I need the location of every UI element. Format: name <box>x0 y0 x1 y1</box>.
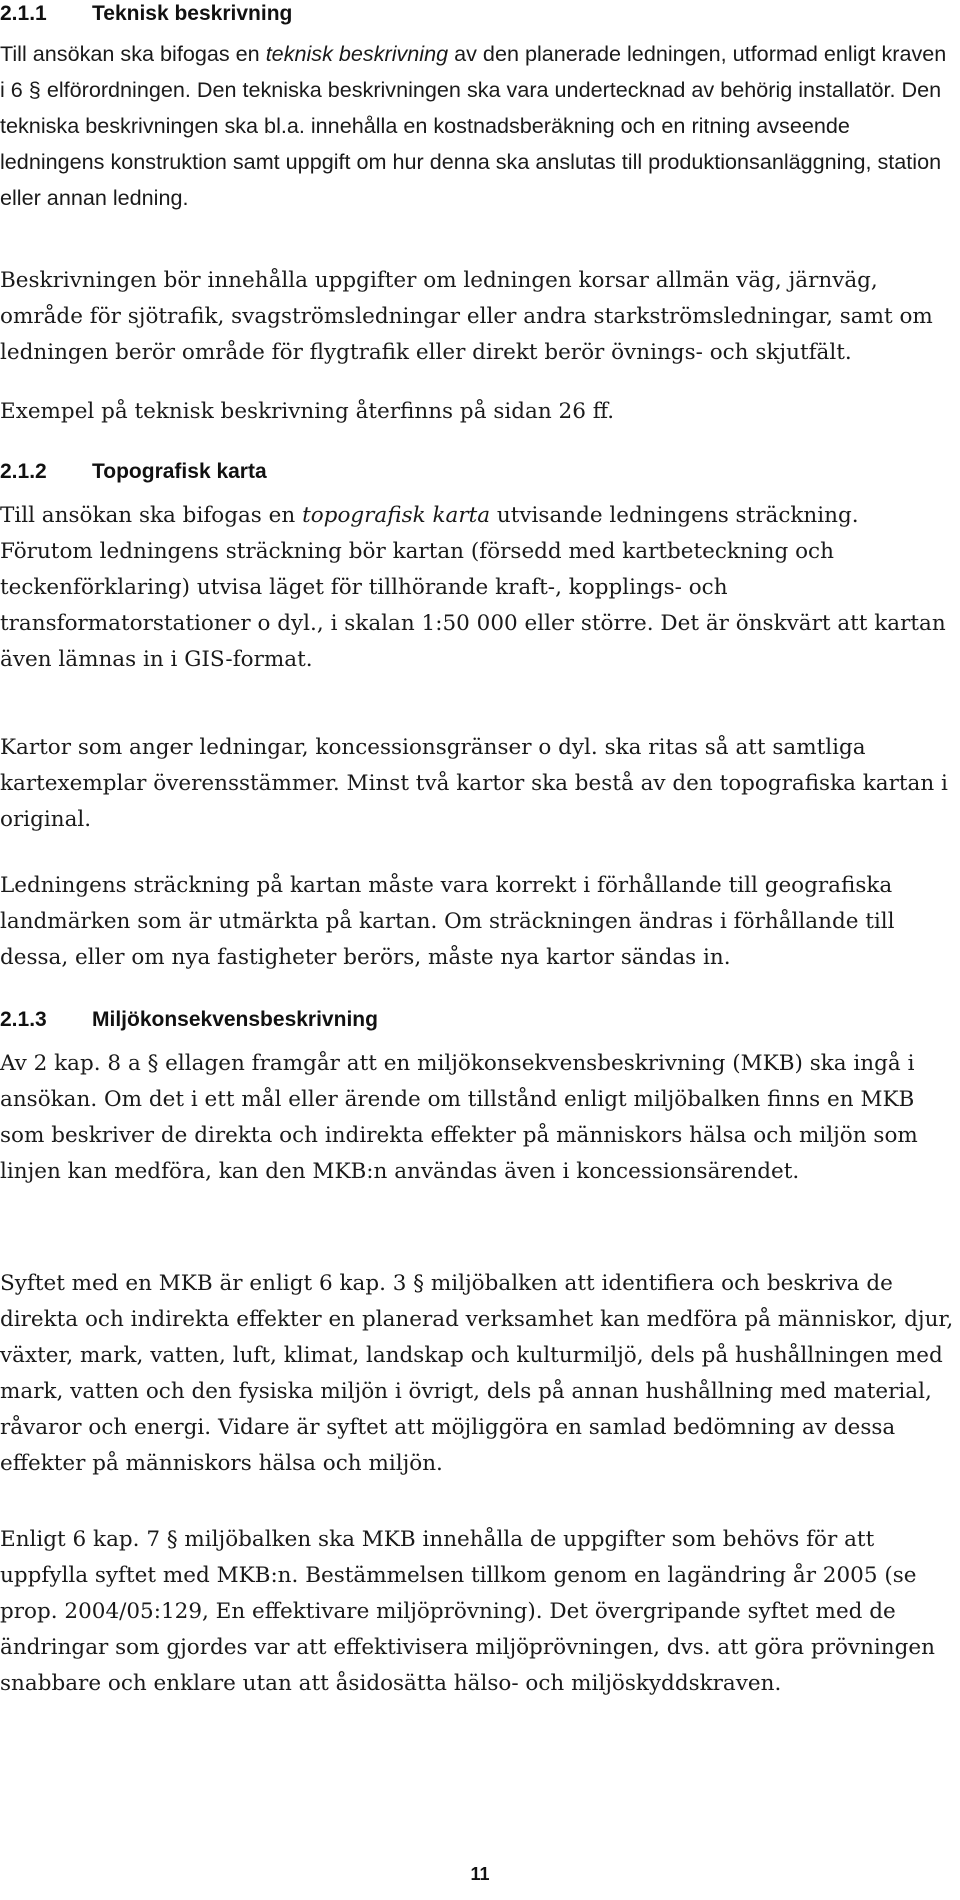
section-number: 2.1.1 <box>0 2 47 25</box>
text-run: av den planerade ledningen, utformad enligt kraven i 6 § elförordningen. Den tekniska beskrivningen ska vara undertecknad av behörig installatör. Den tekniska beskrivningen ska bl.a. innehålla en kostnadsberäkning och en ritning avseende ledningens konstruktion samt uppgift om hur denna ska anslutas till produktionsanläggning, station eller annan ledning. <box>0 41 947 210</box>
section-heading-topographic-map <box>0 460 267 484</box>
section-number: 2.1.2 <box>0 460 47 483</box>
text-run: Till ansökan ska bifogas en <box>0 503 303 528</box>
section-title: Teknisk beskrivning <box>92 2 293 25</box>
section-heading-technical-description <box>0 2 292 26</box>
text-run: Till ansökan ska bifogas en <box>0 41 266 66</box>
emphasized-term: topografisk karta <box>302 503 491 528</box>
paragraph-technical-intro <box>0 36 955 216</box>
paragraph-description-contents: Beskrivningen bör innehålla uppgifter om ledningen korsar allmän väg, järnväg, område för sjötrafik, svagströmsledningar eller andra starkströmsledningar, samt om ledningen berör område för flygtrafik eller direkt berör övnings- och skjutfält. <box>0 268 933 365</box>
paragraph-example-reference: Exempel på teknisk beskrivning återfinns på sidan 26 ff. <box>0 399 615 424</box>
paragraph-mkb-requirement: Av 2 kap. 8 a § ellagen framgår att en miljökonsekvensbeskrivning (MKB) ska ingå i ansökan. Om det i ett mål eller ärende om tillstånd enligt miljöbalken finns en MKB som beskriver de direkta och indirekta effekter på människors hälsa och miljön som linjen kan medföra, kan den MKB:n användas även i koncessionsärendet. <box>0 1051 918 1184</box>
paragraph-map-intro <box>0 498 955 678</box>
paragraph-mkb-contents: Enligt 6 kap. 7 § miljöbalken ska MKB innehålla de uppgifter som behövs för att uppfylla syftet med MKB:n. Bestämmelsen tillkom genom en lagändring år 2005 (se prop. 2004/05:129, En effektivare miljöprövning). Det övergripande syftet med de ändringar som gjordes var att effektivisera miljöprövningen, dvs. att göra prövningen snabbare och enklare utan att åsidosätta hälso- och miljöskyddskraven. <box>0 1527 935 1696</box>
section-title: Miljökonsekvensbeskrivning <box>92 1008 378 1031</box>
text-run: utvisande ledningens sträckning. Förutom ledningens sträckning bör kartan (försedd med kartbeteckning och teckenförklaring) utvisa läget för tillhörande kraft-, kopplings- och transformatorstationer o dyl., i skalan 1:50 000 eller större. Det är önskvärt att kartan även lämnas in i GIS-format. <box>0 503 946 672</box>
page-number: 11 <box>470 1864 490 1884</box>
paragraph-map-copies: Kartor som anger ledningar, koncessionsgränser o dyl. ska ritas så att samtliga kartexemplar överensstämmer. Minst två kartor ska bestå av den topografiska kartan i original. <box>0 735 948 832</box>
paragraph-mkb-purpose: Syftet med en MKB är enligt 6 kap. 3 § miljöbalken att identifiera och beskriva de direkta och indirekta effekter en planerad verksamhet kan medföra på människor, djur, växter, mark, vatten, luft, klimat, landskap och kulturmiljö, dels på hushållningen med mark, vatten och den fysiska miljön i övrigt, dels på annan hushållning med material, råvaror och energi. Vidare är syftet att möjliggöra en samlad bedömning av dessa effekter på människors hälsa och miljön. <box>0 1271 954 1476</box>
section-heading-environmental-impact <box>0 1008 378 1032</box>
section-title: Topografisk karta <box>92 460 267 483</box>
section-number: 2.1.3 <box>0 1008 47 1031</box>
paragraph-map-accuracy: Ledningens sträckning på kartan måste vara korrekt i förhållande till geografiska landmärken som är utmärkta på kartan. Om sträckningen ändras i förhållande till dessa, eller om nya fastigheter berörs, måste nya kartor sändas in. <box>0 873 895 970</box>
emphasized-term: teknisk beskrivning <box>265 41 449 66</box>
